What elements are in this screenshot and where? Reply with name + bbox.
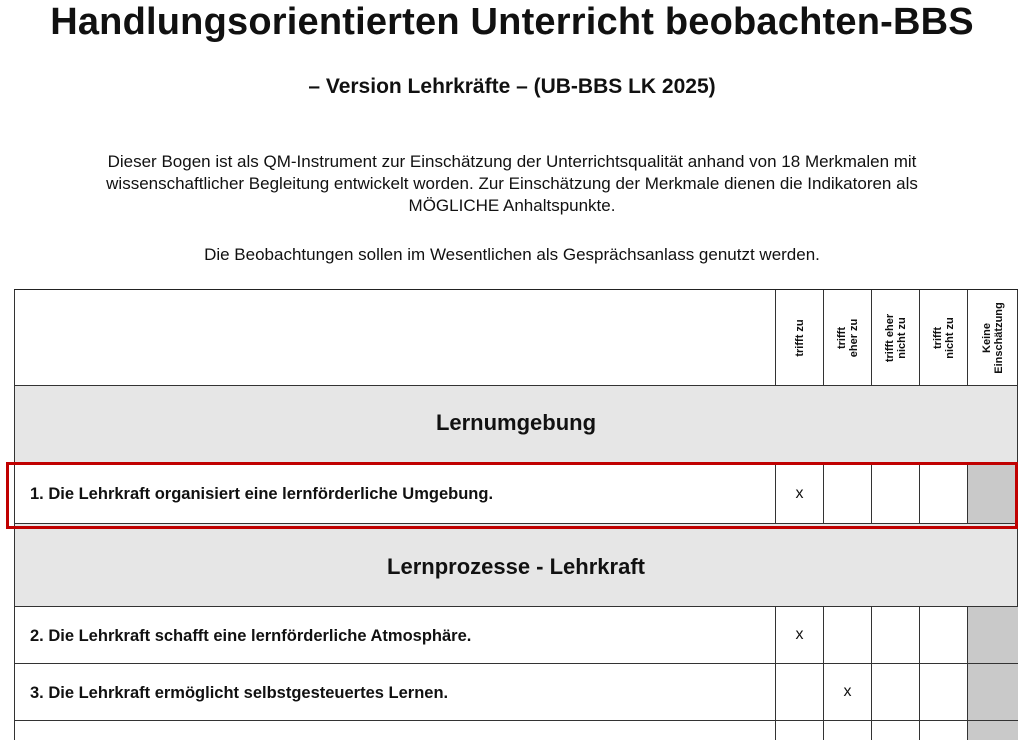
column-header-trifft-nicht-zu: trifft nicht zu <box>919 290 967 385</box>
column-header-trifft-eher-zu: trifft eher zu <box>823 290 871 385</box>
section-title: Lernumgebung <box>435 410 597 435</box>
table-row <box>14 663 1018 720</box>
rating-cell-trifft-zu[interactable] <box>775 607 823 663</box>
table-row-partial <box>14 720 1018 740</box>
intro-paragraph <box>20 151 1004 217</box>
criterion-label: 2. Die Lehrkraft schafft eine lernförderliche Atmosphäre. <box>30 627 472 645</box>
usage-note: Die Beobachtungen sollen im Wesentlichen als Gesprächsanlass genutzt werden. <box>204 245 820 264</box>
rating-mark: x <box>795 485 804 502</box>
rating-cell-trifft-nicht-zu[interactable] <box>919 607 967 663</box>
column-header-trifft-eher-nicht-zu: trifft eher nicht zu <box>871 290 919 385</box>
rating-mark: x <box>843 683 852 700</box>
intro-line: MÖGLICHE Anhaltspunkte. <box>408 196 616 215</box>
document-subtitle: – Version Lehrkräfte – (UB-BBS LK 2025) <box>308 75 716 98</box>
section-row <box>14 523 1018 606</box>
rating-cell-trifft-eher-zu[interactable] <box>823 607 871 663</box>
section-title: Lernprozesse - Lehrkraft <box>387 554 645 579</box>
document-title: Handlungsorientierten Unterricht beobachten-BBS <box>50 1 974 43</box>
rating-cell-keine-einschaetzung[interactable] <box>967 664 1018 720</box>
rating-cell-trifft-eher-zu[interactable] <box>823 664 871 720</box>
section-row <box>14 385 1018 464</box>
rating-cell-trifft-eher-nicht-zu[interactable] <box>871 607 919 663</box>
rating-cell-trifft-zu[interactable] <box>775 664 823 720</box>
table-row <box>14 606 1018 663</box>
intro-line: Dieser Bogen ist als QM-Instrument zur Einschätzung der Unterrichtsqualität anhand von 18 Merkmalen mit <box>107 152 917 171</box>
criterion-label: 1. Die Lehrkraft organisiert eine lernförderliche Umgebung. <box>30 485 494 503</box>
criterion-label: 3. Die Lehrkraft ermöglicht selbstgesteuertes Lernen. <box>30 684 449 702</box>
rating-cell-keine-einschaetzung[interactable] <box>967 607 1018 663</box>
table-header-row <box>14 289 1018 385</box>
column-header-trifft-zu: trifft zu <box>775 290 823 385</box>
rating-cell-trifft-nicht-zu[interactable] <box>919 664 967 720</box>
intro-line: wissenschaftlicher Begleitung entwickelt worden. Zur Einschätzung der Merkmale dienen die Indikatoren als <box>106 174 918 193</box>
column-header-keine-einschaetzung: Keine Einschätzung <box>967 290 1018 385</box>
rating-mark: x <box>795 626 804 643</box>
highlight-box <box>6 462 1018 529</box>
rating-cell-trifft-eher-nicht-zu[interactable] <box>871 664 919 720</box>
